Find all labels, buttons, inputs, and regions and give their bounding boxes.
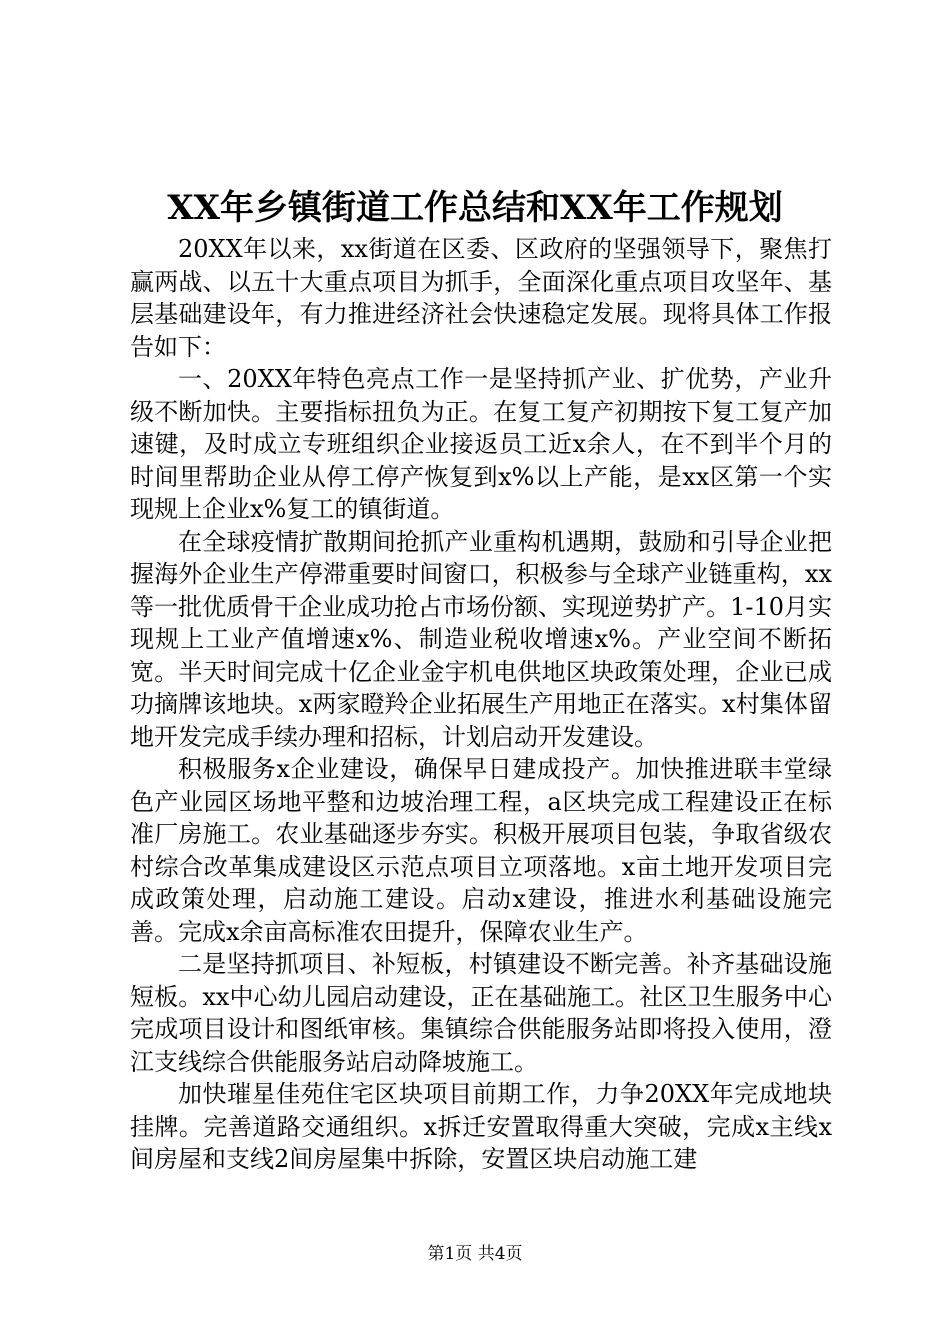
paragraph-industry-restructure: 在全球疫情扩散期间抢抓产业重构机遇期，鼓励和引导企业把握海外企业生产停滞重要时间窗口，积极参与全球产业链重构，xx等一批优质骨干企业成功抢占市场份额、实现逆势扩产。1-10月实现规上工业产值增速x%、制造业税收增速x%。产业空间不断拓宽。半天时间完成十亿企业金宇机电供地区块政策处理，企业已成功摘牌该地块。x两家瞪羚企业拓展生产用地正在落实。x村集体留地开发完成手续办理和招标，计划启动开发建设。: [130, 527, 832, 751]
paragraph-housing: 加快璀星佳苑住宅区块项目前期工作，力争20XX年完成地块挂牌。完善道路交通组织。x拆迁安置取得重大突破，完成x主线x间房屋和支线2间房屋集中拆除，安置区块启动施工建: [130, 1080, 832, 1173]
document-body: [130, 233, 832, 1176]
paragraph-intro: 20XX年以来，xx街道在区委、区政府的坚强领导下，聚焦打赢两战、以五十大重点项目为抓手，全面深化重点项目攻坚年、基层基础建设年，有力推进经济社会快速稳定发展。现将具体工作报告如下：: [130, 235, 832, 361]
paragraph-projects: 二是坚持抓项目、补短板，村镇建设不断完善。补齐基础设施短板。xx中心幼儿园启动建设，正在基础施工。社区卫生服务中心完成项目设计和图纸审核。集镇综合供能服务站即将投入使用，澄江支线综合供能服务站启动降坡施工。: [130, 950, 832, 1076]
document-title: XX年乡镇街道工作总结和XX年工作规划: [167, 188, 783, 228]
paragraph-industry-upgrade: 一、20XX年特色亮点工作一是坚持抓产业、扩优势，产业升级不断加快。主要指标扭负为正。在复工复产初期按下复工复产加速键，及时成立专班组织企业接返员工近x余人，在不到半个月的时间里帮助企业从停工停产恢复到x%以上产能，是xx区第一个实现规上企业x%复工的镇街道。: [130, 365, 832, 523]
page-number-footer: 第1页 共4页: [427, 1244, 523, 1264]
paragraph-enterprise-service: 积极服务x企业建设，确保早日建成投产。加快推进联丰堂绿色产业园区场地平整和边坡治理工程，a区块完成工程建设正在标准厂房施工。农业基础逐步夯实。积极开展项目包装，争取省级农村综合改革集成建设区示范点项目立项落地。x亩土地开发项目完成政策处理，启动施工建设。启动x建设，推进水利基础设施完善。完成x余亩高标准农田提升，保障农业生产。: [130, 755, 832, 946]
